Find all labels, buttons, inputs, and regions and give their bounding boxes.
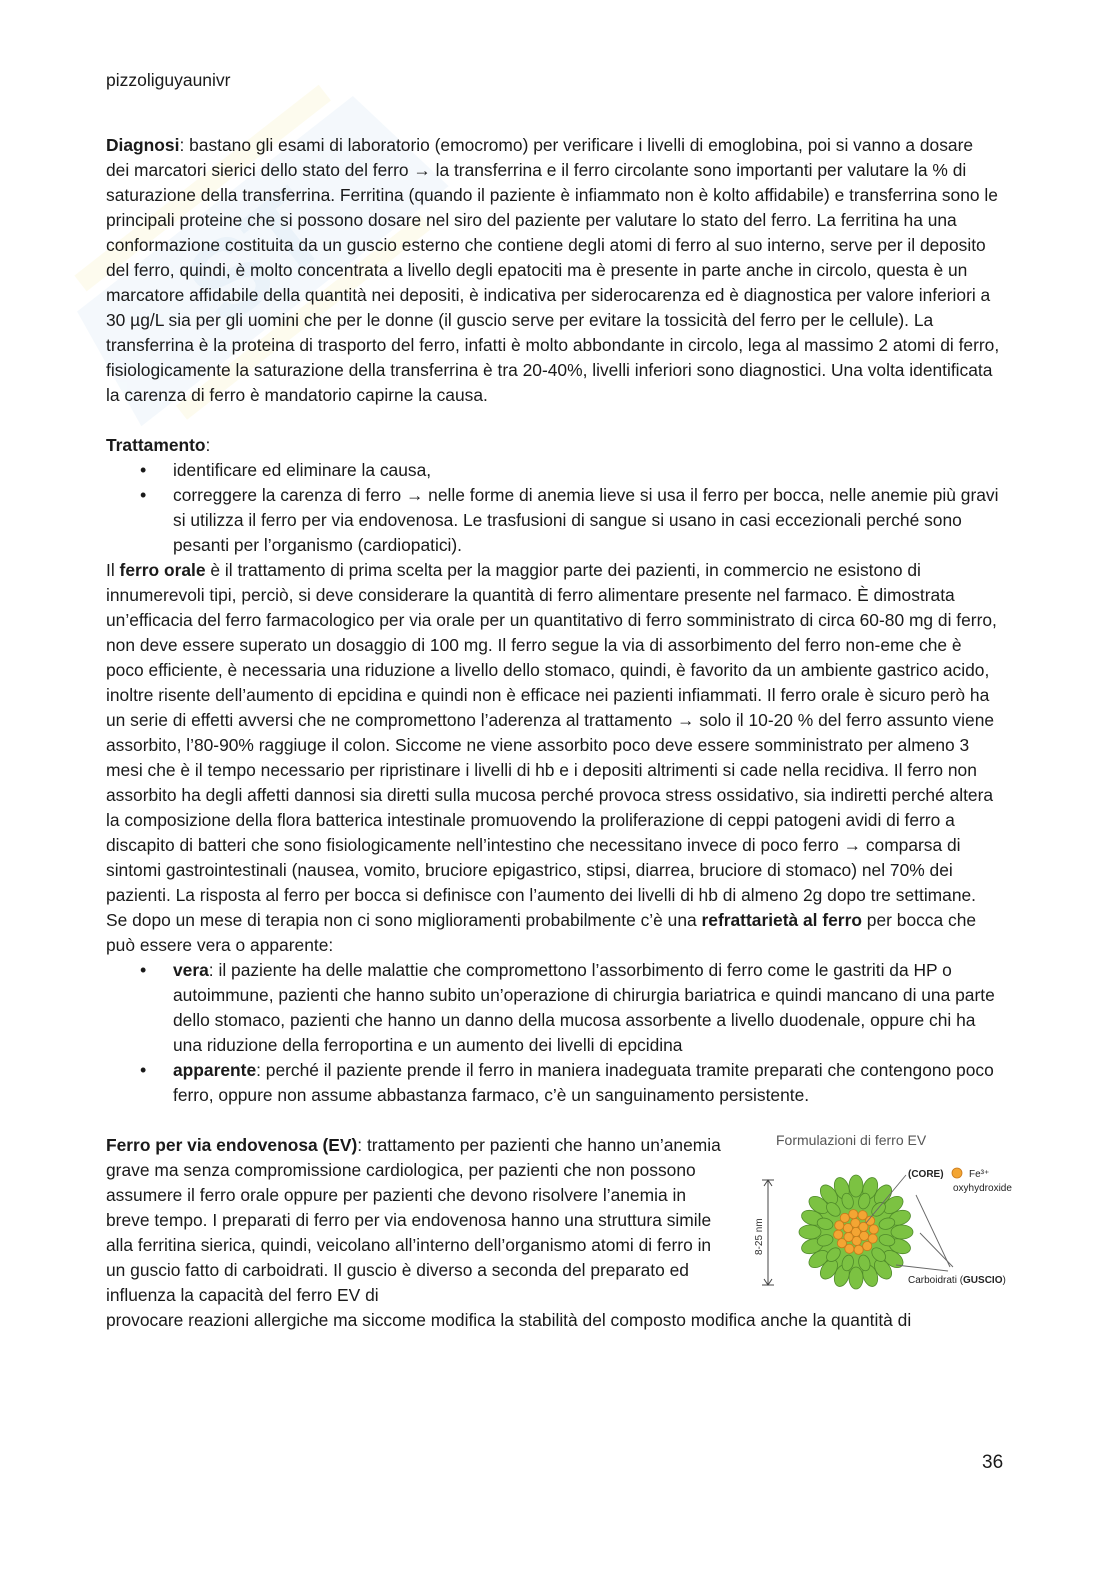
list-item: • correggere la carenza di ferro → nelle forme di anemia lieve si usa il ferro per bocca, nelle anemie più gravi si utilizza il ferro per via endovenosa. Le trasfusioni di sangue si usano in casi eccezionali perché sono pesanti per l’organismo (cardiopatici).: [173, 483, 1000, 558]
refrattarieta-bold: refrattarietà al ferro: [701, 910, 862, 930]
shell-lobe: [849, 1175, 863, 1197]
ferro-orale-text: è il trattamento di prima scelta per la maggior parte dei pazienti, in commercio ne esistono di innumerevoli tipi, perciò, si deve considerare la quantità di ferro alimentare presente nel farmaco. È dimostrata un’efficacia del ferro farmacologico per via orale per un quantitativo di ferro somministrato di circa 60-80 mg di ferro, non deve essere superato un dosaggio di 100 mg. Il ferro segue la via di assorbimento del ferro non-eme che è poco efficiente, è necessaria una riduzione a livello dello stomaco, quindi, è favorito da un ambiente gastrico acido, inoltre risente dell’aumento di epcidina e quindi non è efficace nei pazienti infiammati. Il ferro orale è sicuro però ha un serie di effetti avversi che ne compromettono l’aderenza al trattamento → solo il 10-20 % del ferro assunto viene assorbito, l’80-90% raggiuge il colon. Siccome ne viene assorbito poco deve essere somministrato per almeno 3 mesi che è il tempo necessario per ripristinare i livelli di hb e i depositi altrimenti si cade nella recidiva. Il ferro non assorbito ha degli affetti dannosi sia diretti sulla mucosa perché provoca stress ossidativo, sia indiretti perché altera la composizione della flora batterica intestinale promuovendo la proliferazione di ceppi patogeni avidi di ferro a discapito di batteri che sono fisiologicamente nell’intestino che necessitano invece di poco ferro → comparsa di sintomi gastrointestinali (nausea, vomito, bruciore epigastrico, stipsi, diarrea, bruciore di stomaco) nel 70% dei pazienti. La risposta al ferro per bocca si definisce con l’aumento dei livelli di hb di almeno 2g dopo tre settimane. Se dopo un mese di terapia non ci sono miglioramenti probabilmente c’è una: [106, 560, 997, 930]
page-number: 36: [982, 1452, 1004, 1473]
figure-title: Formulazioni di ferro EV: [776, 1132, 927, 1148]
size-label: 8-25 nm: [754, 1218, 765, 1255]
list-item: • identificare ed eliminare la causa,: [173, 458, 1000, 483]
shell-lobe: [891, 1225, 913, 1239]
iron-atom: [854, 1245, 863, 1254]
shell-label: [908, 1275, 1006, 1286]
fe-label: Fe³⁺: [969, 1169, 990, 1180]
apparente-text: : perché il paziente prende il ferro in maniera inadeguata tramite preparati che contengono poco ferro, oppure non assume abbastanza farmaco, c’è un sanguinamento persistente.: [173, 1060, 994, 1105]
iron-atom: [834, 1230, 843, 1239]
trattamento-heading: Trattamento: [106, 435, 206, 455]
iron-atom: [868, 1234, 877, 1243]
page-header: pizzoliguyaunivr: [106, 70, 231, 90]
list-item: [173, 958, 1000, 1058]
page-content: [106, 133, 1012, 1333]
diagnosi-text: : bastano gli esami di laboratorio (emocromo) per verificare i livelli di emoglobina, poi si vanno a dosare dei marcatori sierici dello stato del ferro → la transferrina e il ferro circolante sono importanti per valutare la % di saturazione della transferrina. Ferritina (quando il paziente è infiammato non è kolto affidabile) e transferrina sono le principali proteine che si possono dosare nel siro del paziente per valutare lo stato del ferro. La ferritina ha una conformazione costituita da un guscio esterno che contiene degli atomi di ferro al suo interno, serve per il deposito del ferro, quindi, è molto concentrata a livello degli epatociti ma è presente in parte anche in circolo, questa è un marcatore affidabile della quantità nei depositi, è indicativa per siderocarenza ed è diagnostica per valore inferiori a 30 µg/L sia per gli uomini che per le donne (il guscio serve per evitare la tossicità del ferro per le cellule). La transferrina è la proteina di trasporto del ferro, infatti è molto abbondante in circolo, lega al massimo 2 atomi di ferro, fisiologicamente la saturazione della transferrina è tra 20-40%, livelli inferiori sono diagnostici. Una volta identificata la carenza di ferro è mandatorio capirne la causa.: [106, 135, 1000, 405]
ferro-ev-text: : trattamento per pazienti che hanno un’anemia grave ma senza compromissione cardiologica, per pazienti che non possono assumere il ferro orale oppure per pazienti che devono risolvere l’anemia in breve tempo. I preparati di ferro per via endovenosa hanno una struttura simile alla ferritina sierica, quindi, veicolano all’interno dell’organismo atomi di ferro in un guscio fatto di carboidrati. Il guscio è diverso a seconda del preparato ed influenza la capacità del ferro EV di: [106, 1135, 721, 1305]
diagnosi-paragraph: [106, 133, 1000, 408]
trattamento-list: [106, 458, 1000, 558]
ferro-orale-paragraph: [106, 558, 1000, 958]
ferro-ev-paragraph: [106, 1133, 726, 1308]
iron-atom: [840, 1213, 849, 1222]
term-apparente: apparente: [173, 1060, 257, 1080]
shell-lobe: [849, 1267, 863, 1289]
oxy-label: oxyhydroxide: [953, 1183, 1012, 1194]
shell-lobe: [799, 1225, 821, 1239]
shell-label-bold: GUSCIO: [963, 1275, 1003, 1286]
ferro-orale-pre: Il: [106, 560, 120, 580]
ferro-ev-continuation: provocare reazioni allergiche ma siccome modifica la stabilità del composto modifica anche la quantità di: [106, 1310, 912, 1330]
svg-text:ST: ST: [163, 165, 350, 349]
ferro-ev-section: [106, 1132, 1012, 1333]
diagnosi-heading: Diagnosi: [106, 135, 180, 155]
ferro-orale-bold: ferro orale: [119, 560, 206, 580]
iron-atom: [849, 1210, 858, 1219]
iron-atom: [837, 1239, 846, 1248]
refrattarieta-list: [106, 958, 1000, 1108]
ferro-ev-heading: Ferro per via endovenosa (EV): [106, 1135, 358, 1155]
ferro-orale-text2: per bocca che può essere vera o apparente:: [106, 910, 977, 955]
trattamento-colon: :: [205, 435, 211, 455]
vera-text: : il paziente ha delle malattie che compromettono l’assorbimento di ferro come le gastriti da HP o autoimmune, pazienti che hanno subito un’operazione di chirurgia bariatrica e quindi mancano di una parte dello stomaco, pazienti che hanno un danno della mucosa assorbente a livello duodenale, oppure chi ha una riduzione della ferroportina e un aumento dei livelli di epcidina: [173, 960, 995, 1055]
fe-legend-dot: [952, 1168, 962, 1178]
trattamento-heading-line: [106, 433, 1000, 458]
shell-label-suffix: ): [1002, 1275, 1006, 1286]
term-vera: vera: [173, 960, 209, 980]
list-item: [173, 1058, 1000, 1108]
iron-formulation-figure: [748, 1125, 1018, 1305]
iron-atom: [869, 1225, 878, 1234]
core-label: (CORE): [908, 1169, 944, 1180]
shell-label-prefix: Carboidrati (: [908, 1275, 964, 1286]
